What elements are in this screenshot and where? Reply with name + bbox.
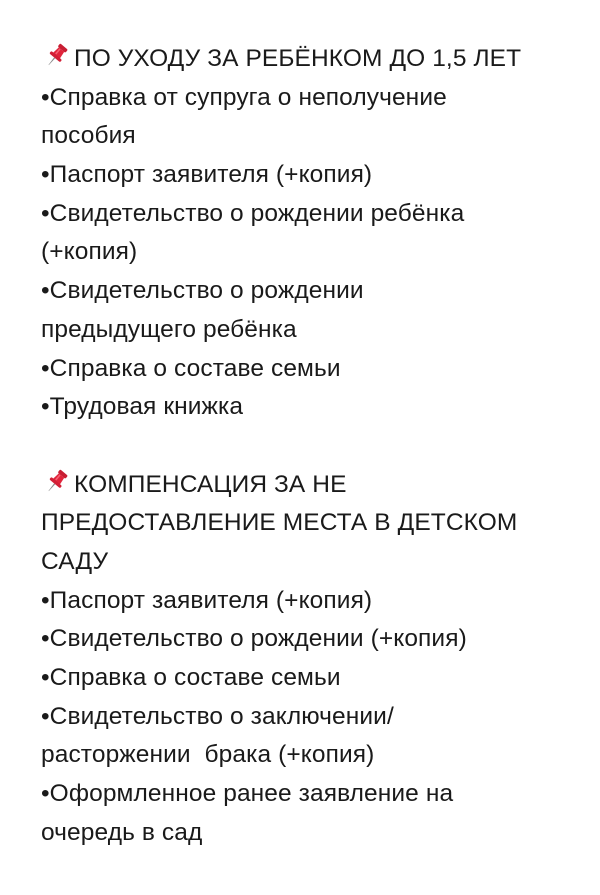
list-item: расторжении брака (+копия) — [41, 741, 375, 769]
section-heading-text: ПО УХОДУ ЗА РЕБЁНКОМ ДО 1,5 ЛЕТ — [74, 45, 522, 72]
list-item: очередь в сад — [41, 818, 203, 846]
list-item: пособия — [41, 122, 136, 150]
document-body — [41, 40, 586, 852]
list-item: предыдущего ребёнка — [41, 315, 297, 343]
pushpin-icon — [41, 466, 73, 496]
list-item: •Справка от супруга о неполучение — [41, 83, 447, 111]
list-item: •Трудовая книжка — [41, 393, 244, 421]
list-item: •Свидетельство о рождении — [41, 277, 364, 305]
section-spacer — [41, 427, 586, 466]
list-item: •Свидетельство о рождении (+копия) — [41, 625, 467, 653]
list-item: •Справка о составе семьи — [41, 664, 341, 691]
list-item: (+копия) — [41, 238, 138, 266]
section-heading-text: ПРЕДОСТАВЛЕНИЕ МЕСТА В ДЕТСКОМ — [41, 509, 518, 537]
list-item: •Свидетельство о рождении ребёнка — [41, 199, 465, 227]
section-heading-text: САДУ — [41, 547, 109, 575]
list-item: •Паспорт заявителя (+копия) — [41, 586, 373, 614]
section-heading-text: КОМПЕНСАЦИЯ ЗА НЕ — [74, 470, 347, 498]
section-heading-compensation — [41, 466, 586, 505]
list-item: •Паспорт заявителя (+копия) — [41, 161, 373, 189]
list-item: •Справка о составе семьи — [41, 354, 341, 382]
section-heading-childcare — [41, 40, 586, 79]
list-item: •Свидетельство о заключении/ — [41, 702, 394, 730]
pushpin-icon — [41, 40, 73, 70]
list-item: •Оформленное ранее заявление на — [41, 780, 454, 808]
